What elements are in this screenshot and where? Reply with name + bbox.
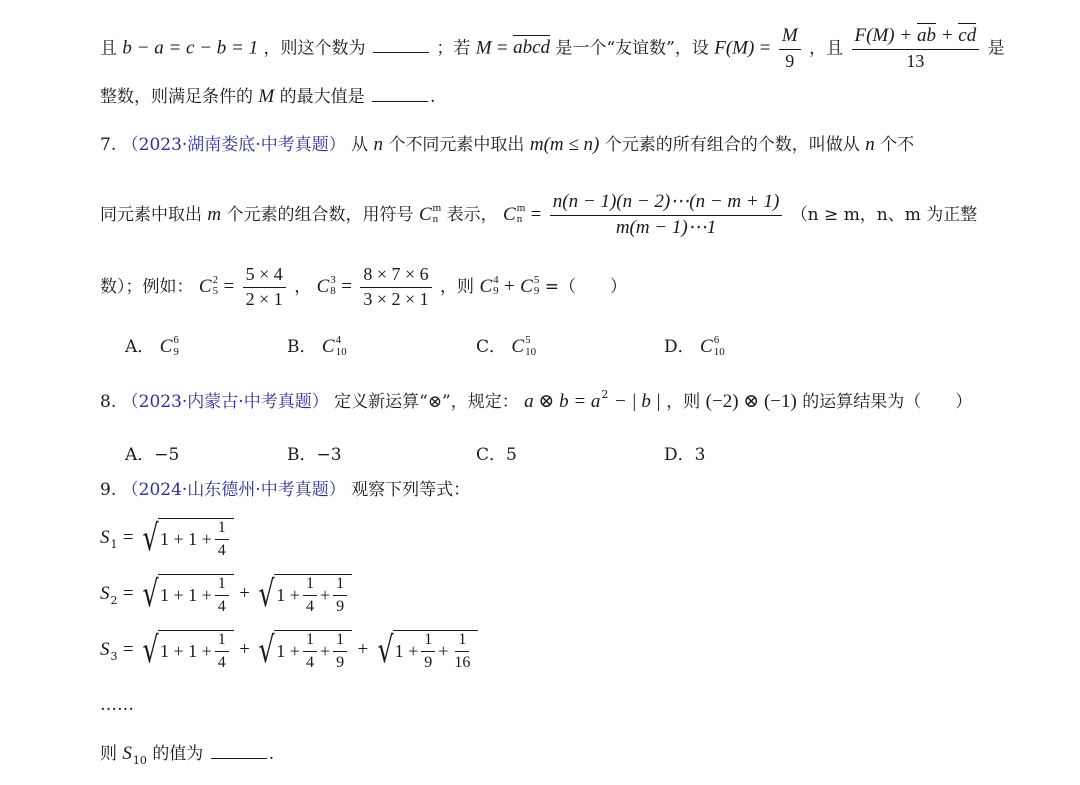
q7-option-a[interactable] [125,332,179,359]
equation-s2 [100,574,352,615]
sqrt-term: √ 1 + 1 + $\frac{1}{4}$ [139,574,234,615]
superscript: 2 [212,273,219,286]
q9-line-1 [100,482,470,499]
q8-option-c[interactable] [476,440,517,465]
q9-question [100,744,274,766]
text: 且 [100,38,117,59]
math-var: m [207,203,222,225]
question-number: 7. [100,135,117,155]
q8-option-d[interactable] [664,440,705,465]
fraction-denominator: 4 [217,653,226,671]
answer-blank[interactable] [372,87,428,102]
combination-symbol [503,203,525,226]
q8-line-1 [100,389,972,411]
math-var: n [373,134,384,155]
fraction-F-over-13 [852,26,980,72]
combination-symbol [700,335,725,358]
fraction [215,519,229,559]
math-var: C [511,336,525,357]
math-var: C [321,336,335,357]
fraction-denominator: 9 [336,597,345,615]
question-source: （2023·湖南娄底·中考真题） [121,135,346,155]
text: ， [294,276,312,297]
combination-symbol [419,203,441,226]
math-op: + [319,641,331,662]
subscript: 10 [525,346,537,358]
fraction-numerator: 8 × 7 × 6 [360,265,431,288]
option-text: A．−5 [125,445,180,465]
math-expr: m(m ≤ n) [529,134,600,155]
q7-option-d[interactable] [664,332,725,359]
fraction-denominator: 16 [454,653,471,671]
text: 定义新运算“⊗”，规定： [334,392,519,412]
math-expr: 1 + [276,585,300,606]
combination-symbol [160,335,179,358]
option-label: D． [664,337,695,357]
text: 个不 [880,135,915,155]
math-expr: 1 + 1 + [159,529,212,550]
text: （n ≥ m，n、m 为正整 [790,204,978,225]
question-source: （2024·山东德州·中考真题） [121,480,346,500]
subscript: n [432,213,439,226]
fraction [303,575,317,615]
math-overline-cd: cd [958,25,977,46]
answer-blank[interactable] [211,744,267,759]
text: ，则 [440,276,475,297]
sqrt-term: √ 1 + $\frac{1}{4}$ + $\frac{1}{9}$ [255,630,352,671]
combination-formula [550,192,782,239]
combination-symbol [511,335,536,358]
q6-line-2 [100,87,435,106]
text: …… [100,695,134,715]
text: 则 [100,744,117,764]
math-var: C [198,275,212,297]
fraction-denominator: 4 [305,653,314,671]
subscript: 9 [493,285,499,298]
option-text: D．3 [664,445,706,465]
question-number: 9. [100,480,117,500]
combination-symbol [322,335,347,358]
fraction-denominator: 9 [785,50,795,71]
example-fraction-1 [243,265,286,310]
subscript: 10 [335,346,347,358]
q7-option-c[interactable] [476,332,536,359]
combination-symbol [520,275,539,298]
math-var: S [100,583,110,605]
fraction-denominator: 3 × 2 × 1 [363,288,429,309]
subscript: 5 [212,285,219,298]
q8-option-a[interactable] [125,440,179,465]
math-op: + [239,639,250,661]
fraction-denominator: 4 [305,597,314,615]
math-var: F [714,37,726,59]
math-op: + [319,585,331,606]
math-expr: 1 + [276,641,300,662]
fraction-numerator: n(n − 1)(n − 2)⋯(n − m + 1) [550,192,782,216]
text: 个元素的组合数，用符号 [226,204,414,225]
math-op: + [504,275,515,297]
math-var: M [258,86,275,107]
text: =（ ） [544,276,627,297]
subscript: 8 [330,285,336,298]
equation-s1 [100,518,234,559]
q7-line-3: 数）；例如： C 2 5 = $\frac{5 \times 4}{2 \times 1}$ ， C 3 8 = $\frac{8 \times 7 \times 6}{3 \times 2 \times 1}$ ，则 C 4 9 + C 5 9 =（ ） [100,264,627,309]
text: 观察下列等式： [351,480,471,500]
fraction-numerator: 1 [215,575,229,596]
text: 表示， [446,204,498,225]
fraction [451,631,473,671]
sqrt-term: √ 1 + 1 + $\frac{1}{4}$ [139,630,234,671]
math-op: = [122,583,134,605]
option-text: C．5 [476,445,517,465]
option-label: A． [125,337,155,357]
sqrt-term: √ 1 + $\frac{1}{4}$ + $\frac{1}{9}$ [255,574,352,615]
text: 的运算结果为（ ） [802,392,973,412]
math-overline-abcd: abcd [513,37,551,59]
fraction-denominator: 13 [906,50,925,71]
subscript: 10 [132,754,147,767]
fraction-numerator: M [779,26,801,50]
q7-line-2: 同元素中取出 m 个元素的组合数，用符号 C m n 表示， C m n = $\frac{n(n - 1)(n - 2)\cdots(n - m + 1)}{m(m - 1)\cdots 1}$ （n ≥ m，n、m 为正整 [100,191,978,238]
subscript: 2 [110,594,118,608]
sqrt-term: √ 1 + 1 + $\frac{1}{4}$ [139,518,234,559]
text: 是 [987,38,1005,59]
fraction-denominator: m(m − 1)⋯1 [615,216,717,238]
fraction [303,631,317,671]
fraction-denominator: 2 × 1 [245,288,283,309]
subscript: 3 [110,650,118,664]
subscript: 9 [173,346,179,358]
math-expr: 1 + 1 + [159,585,212,606]
superscript: 5 [525,334,531,347]
math-op: = [122,639,134,661]
math-expr: a ⊗ b = a [524,391,601,412]
math-var: C [159,336,173,357]
math-op: + [438,641,449,662]
math-var: C [316,275,330,297]
math-var: S [122,743,132,764]
superscript: 6 [713,334,720,347]
fraction-denominator: 4 [217,597,226,615]
fraction-numerator: 1 [421,631,435,652]
subscript: 9 [533,285,540,298]
text: 个元素的所有组合的个数，叫做从 [604,135,860,155]
sqrt-term: √ 1 + $\frac{1}{9}$ + $\frac{1}{16}$ [374,630,479,671]
fraction [215,575,229,615]
math-var: C [418,203,432,225]
text: 数）；例如： [100,276,194,297]
combination-symbol [199,275,218,298]
math-op: + [357,639,369,661]
superscript: 4 [335,334,342,347]
math-var: n [865,134,875,155]
q8-option-b[interactable] [287,440,342,465]
superscript: 6 [173,334,179,347]
math-var: C [479,275,493,297]
fraction [421,631,435,671]
math-var: M [475,37,492,59]
superscript: 3 [330,273,336,286]
combination-symbol [317,275,336,298]
fraction-numerator: 1 [333,575,347,596]
option-label: C． [476,337,507,357]
math-var: S [100,527,110,549]
math-op: = [122,527,134,549]
text: 的最大值是 [279,87,365,107]
math-overline-ab: ab [916,25,936,46]
fraction-numerator: 5 × 4 [243,265,286,288]
option-text: B．−3 [287,445,342,465]
fraction-numerator: 1 [215,631,229,652]
superscript: m [516,201,526,214]
subscript: 1 [110,538,118,552]
q6-line-1 [100,26,1005,72]
fraction-denominator: 9 [424,653,433,671]
math-var: C [503,203,516,225]
subscript: n [516,213,523,226]
math-var: S [100,639,110,661]
text: 同元素中取出 [100,204,202,225]
fraction [215,631,229,671]
question-number: 8. [100,392,117,412]
text: 整数，则满足条件的 [100,87,253,107]
math-var: C [700,336,713,357]
fraction-denominator: 4 [217,541,226,559]
math-expr: − | b | [613,391,661,412]
fraction-numerator: 1 [215,519,229,540]
q7-line-1 [100,135,914,154]
math-var: (M) [725,37,755,59]
fraction-numerator: 1 [303,631,317,652]
math-op: + [940,25,954,46]
text: ，则这个数为 [263,38,366,59]
math-equation: b − a = c − b = 1 [122,37,259,59]
q7-option-b[interactable] [287,332,347,359]
question-source: （2023·内蒙古·中考真题） [121,392,329,412]
text: 是一个“友谊数”，设 [555,38,709,59]
superscript: 5 [533,273,540,286]
text: . [430,87,436,107]
math-expr: 1 + [394,641,419,662]
text: ，则 [666,392,701,412]
ellipsis [100,697,134,714]
math-op: = [496,37,508,59]
fraction-numerator [852,26,980,50]
combination-symbol [479,275,498,298]
fraction-numerator: 1 [455,631,469,652]
text: 的值为 [152,744,204,764]
fraction-M-over-9 [779,26,801,72]
text: . [268,744,275,764]
superscript: 4 [493,273,499,286]
text: 个不同元素中取出 [388,135,525,155]
fraction [333,575,347,615]
fraction-denominator: 9 [336,653,345,671]
option-label: B． [287,337,317,357]
math-expr: F(M) + [854,25,913,46]
subscript: 10 [713,346,725,358]
text: ；若 [436,38,471,59]
math-op: + [239,583,250,605]
math-op: = [759,37,771,59]
example-fraction-2 [360,265,431,310]
answer-blank[interactable] [373,38,429,53]
fraction-numerator: 1 [333,631,347,652]
fraction [333,631,347,671]
math-expr: 1 + 1 + [159,641,212,662]
math-expr: (−2) ⊗ (−1) [705,391,797,412]
math-var: C [520,275,533,297]
fraction-numerator: 1 [303,575,317,596]
text: ，且 [809,38,844,59]
equation-s3 [100,630,478,671]
text: 从 [351,135,369,155]
superscript: 2 [601,388,609,401]
superscript: m [432,201,442,214]
